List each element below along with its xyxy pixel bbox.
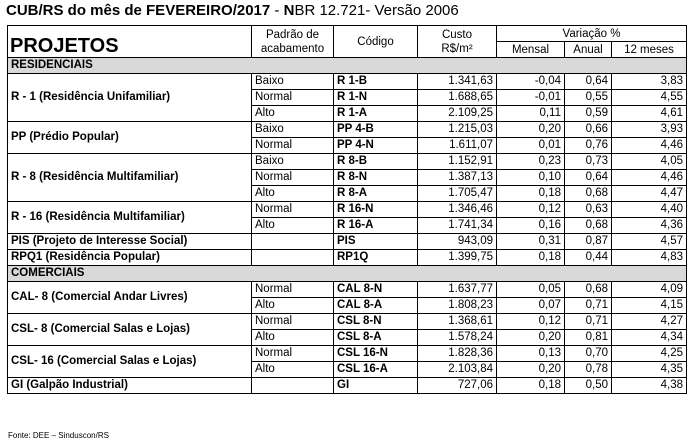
title-nbr: BR 12.721- Versão 2006	[294, 2, 459, 19]
codigo-cell: CAL 8-N	[334, 282, 418, 298]
anual-cell: 0,44	[565, 250, 612, 266]
custo-cell: 1.341,63	[418, 74, 497, 90]
mensal-cell: 0,13	[497, 346, 565, 362]
meses12-cell: 4,34	[612, 330, 687, 346]
meses12-cell: 4,25	[612, 346, 687, 362]
padrao-cell: Normal	[252, 138, 334, 154]
mensal-cell: 0,05	[497, 282, 565, 298]
codigo-cell: RP1Q	[334, 250, 418, 266]
title-separator: -	[270, 2, 284, 19]
custo-cell: 1.578,24	[418, 330, 497, 346]
project-name: R - 1 (Residência Unifamiliar)	[8, 74, 252, 122]
padrao-cell: Normal	[252, 282, 334, 298]
header-padrao: Padrão de acabamento	[252, 26, 334, 58]
table-row	[8, 250, 687, 266]
anual-cell: 0,78	[565, 362, 612, 378]
header-12-meses: 12 meses	[612, 42, 687, 58]
padrao-cell: Normal	[252, 170, 334, 186]
project-name: R - 16 (Residência Multifamiliar)	[8, 202, 252, 234]
anual-cell: 0,59	[565, 106, 612, 122]
mensal-cell: 0,18	[497, 186, 565, 202]
custo-cell: 1.215,03	[418, 122, 497, 138]
padrao-cell: Alto	[252, 106, 334, 122]
meses12-cell: 4,35	[612, 362, 687, 378]
padrao-cell: Normal	[252, 314, 334, 330]
codigo-cell: PP 4-B	[334, 122, 418, 138]
padrao-cell: Baixo	[252, 74, 334, 90]
custo-cell: 1.387,13	[418, 170, 497, 186]
anual-cell: 0,64	[565, 170, 612, 186]
codigo-cell: CAL 8-A	[334, 298, 418, 314]
custo-cell: 1.637,77	[418, 282, 497, 298]
custo-cell: 943,09	[418, 234, 497, 250]
mensal-cell: 0,20	[497, 362, 565, 378]
custo-cell: 1.688,65	[418, 90, 497, 106]
padrao-cell: Normal	[252, 202, 334, 218]
project-name: GI (Galpão Industrial)	[8, 378, 252, 394]
mensal-cell: 0,07	[497, 298, 565, 314]
meses12-cell: 4,27	[612, 314, 687, 330]
meses12-cell: 3,83	[612, 74, 687, 90]
codigo-cell: CSL 16-A	[334, 362, 418, 378]
meses12-cell: 4,46	[612, 138, 687, 154]
header-anual: Anual	[565, 42, 612, 58]
padrao-cell: Alto	[252, 218, 334, 234]
project-name: CSL- 8 (Comercial Salas e Lojas)	[8, 314, 252, 346]
meses12-cell: 4,38	[612, 378, 687, 394]
table-row	[8, 122, 687, 138]
meses12-cell: 4,40	[612, 202, 687, 218]
meses12-cell: 4,55	[612, 90, 687, 106]
anual-cell: 0,50	[565, 378, 612, 394]
project-name: CAL- 8 (Comercial Andar Livres)	[8, 282, 252, 314]
mensal-cell: 0,18	[497, 378, 565, 394]
anual-cell: 0,68	[565, 186, 612, 202]
project-name: RPQ1 (Residência Popular)	[8, 250, 252, 266]
codigo-cell: R 8-A	[334, 186, 418, 202]
codigo-cell: PP 4-N	[334, 138, 418, 154]
table-row	[8, 202, 687, 218]
anual-cell: 0,66	[565, 122, 612, 138]
meses12-cell: 4,15	[612, 298, 687, 314]
codigo-cell: CSL 8-N	[334, 314, 418, 330]
project-name: CSL- 16 (Comercial Salas e Lojas)	[8, 346, 252, 378]
codigo-cell: R 16-A	[334, 218, 418, 234]
project-name: PP (Prédio Popular)	[8, 122, 252, 154]
anual-cell: 0,63	[565, 202, 612, 218]
anual-cell: 0,55	[565, 90, 612, 106]
anual-cell: 0,70	[565, 346, 612, 362]
table-row	[8, 314, 687, 330]
padrao-cell: Baixo	[252, 122, 334, 138]
codigo-cell: R 8-N	[334, 170, 418, 186]
codigo-cell: PIS	[334, 234, 418, 250]
custo-cell: 1.705,47	[418, 186, 497, 202]
custo-cell: 1.346,46	[418, 202, 497, 218]
custo-cell: 1.828,36	[418, 346, 497, 362]
anual-cell: 0,73	[565, 154, 612, 170]
table-row	[8, 378, 687, 394]
custo-cell: 1.741,34	[418, 218, 497, 234]
header-mensal: Mensal	[497, 42, 565, 58]
custo-cell: 1.152,91	[418, 154, 497, 170]
meses12-cell: 3,93	[612, 122, 687, 138]
document-title	[6, 2, 459, 19]
mensal-cell: 0,12	[497, 314, 565, 330]
mensal-cell: 0,10	[497, 170, 565, 186]
mensal-cell: -0,04	[497, 74, 565, 90]
table-row	[8, 234, 687, 250]
table-row	[8, 282, 687, 298]
codigo-cell: R 1-A	[334, 106, 418, 122]
section-header: COMERCIAIS	[8, 266, 687, 282]
custo-cell: 2.109,25	[418, 106, 497, 122]
padrao-cell	[252, 234, 334, 250]
mensal-cell: 0,12	[497, 202, 565, 218]
padrao-cell: Baixo	[252, 154, 334, 170]
codigo-cell: GI	[334, 378, 418, 394]
mensal-cell: 0,20	[497, 330, 565, 346]
anual-cell: 0,71	[565, 298, 612, 314]
meses12-cell: 4,47	[612, 186, 687, 202]
anual-cell: 0,71	[565, 314, 612, 330]
anual-cell: 0,68	[565, 282, 612, 298]
project-name: PIS (Projeto de Interesse Social)	[8, 234, 252, 250]
table-row	[8, 346, 687, 362]
mensal-cell: 0,18	[497, 250, 565, 266]
padrao-cell	[252, 378, 334, 394]
anual-cell: 0,76	[565, 138, 612, 154]
padrao-cell: Normal	[252, 346, 334, 362]
custo-cell: 2.103,84	[418, 362, 497, 378]
meses12-cell: 4,36	[612, 218, 687, 234]
source-note: Fonte: DEE – Sinduscon/RS	[8, 431, 109, 440]
meses12-cell: 4,61	[612, 106, 687, 122]
mensal-cell: 0,23	[497, 154, 565, 170]
anual-cell: 0,81	[565, 330, 612, 346]
mensal-cell: 0,11	[497, 106, 565, 122]
padrao-cell: Normal	[252, 90, 334, 106]
codigo-cell: CSL 8-A	[334, 330, 418, 346]
project-name: R - 8 (Residência Multifamiliar)	[8, 154, 252, 202]
custo-cell: 1.368,61	[418, 314, 497, 330]
header-custo: Custo R$/m²	[418, 26, 497, 58]
custo-cell: 1.808,23	[418, 298, 497, 314]
table-row	[8, 74, 687, 90]
header-variacao: Variação %	[497, 26, 687, 42]
meses12-cell: 4,05	[612, 154, 687, 170]
cub-table	[7, 25, 687, 394]
custo-cell: 727,06	[418, 378, 497, 394]
codigo-cell: R 1-N	[334, 90, 418, 106]
custo-cell: 1.399,75	[418, 250, 497, 266]
codigo-cell: R 16-N	[334, 202, 418, 218]
padrao-cell: Alto	[252, 186, 334, 202]
title-nbr-initial: N	[283, 2, 295, 19]
mensal-cell: 0,16	[497, 218, 565, 234]
mensal-cell: 0,20	[497, 122, 565, 138]
custo-cell: 1.611,07	[418, 138, 497, 154]
padrao-cell: Alto	[252, 362, 334, 378]
codigo-cell: R 1-B	[334, 74, 418, 90]
mensal-cell: -0,01	[497, 90, 565, 106]
meses12-cell: 4,83	[612, 250, 687, 266]
anual-cell: 0,87	[565, 234, 612, 250]
anual-cell: 0,64	[565, 74, 612, 90]
padrao-cell: Alto	[252, 298, 334, 314]
padrao-cell: Alto	[252, 330, 334, 346]
header-projetos: PROJETOS	[8, 26, 252, 58]
anual-cell: 0,68	[565, 218, 612, 234]
title-main: CUB/RS do mês de FEVEREIRO/2017	[6, 2, 271, 19]
meses12-cell: 4,09	[612, 282, 687, 298]
padrao-cell	[252, 250, 334, 266]
mensal-cell: 0,01	[497, 138, 565, 154]
meses12-cell: 4,57	[612, 234, 687, 250]
meses12-cell: 4,46	[612, 170, 687, 186]
header-codigo: Código	[334, 26, 418, 58]
mensal-cell: 0,31	[497, 234, 565, 250]
codigo-cell: R 8-B	[334, 154, 418, 170]
table-row	[8, 154, 687, 170]
section-header: RESIDENCIAIS	[8, 58, 687, 74]
codigo-cell: CSL 16-N	[334, 346, 418, 362]
